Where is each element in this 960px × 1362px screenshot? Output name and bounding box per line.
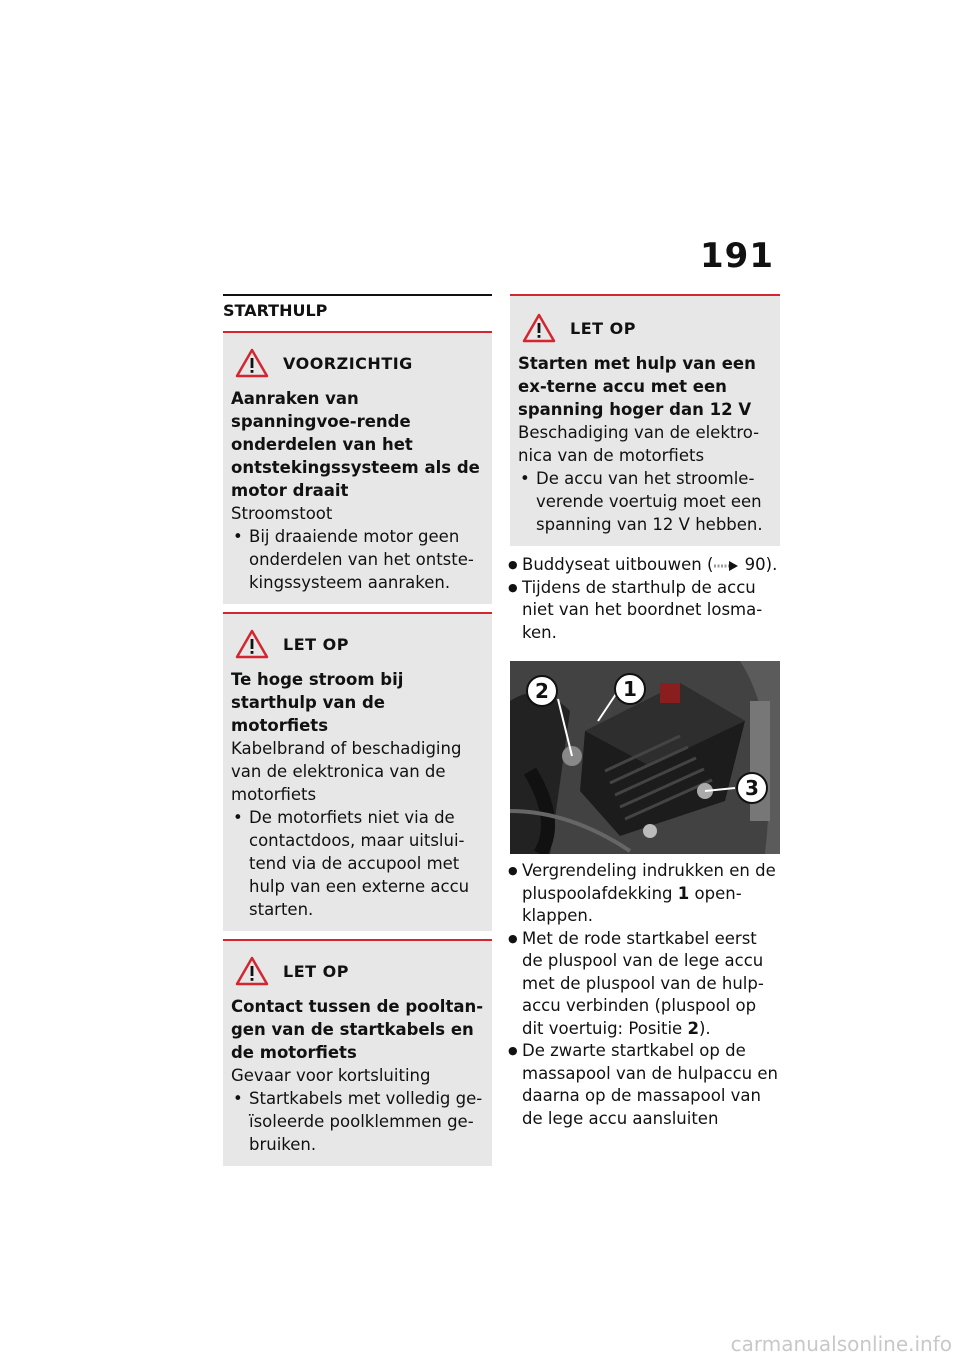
box-heading (235, 955, 484, 987)
step-text: Vergrendeling indrukken en de pluspoolafdekking (522, 861, 776, 903)
box-bullets (231, 1087, 484, 1156)
callout-1-label: 1 (623, 677, 637, 701)
box-text: Gevaar voor kortsluiting (231, 1066, 431, 1085)
watermark: carmanualsonline.info (730, 1332, 952, 1356)
steps-top (510, 554, 780, 644)
position-number: 2 (687, 1018, 699, 1038)
box-title: Te hoge stroom bij starthulp van de motorfiets (231, 670, 404, 735)
box-title: Contact tussen de pooltan-gen van de startkabels en de motorfiets (231, 997, 484, 1062)
warning-triangle-icon (235, 629, 269, 659)
box-text: Stroomstoot (231, 504, 333, 523)
box-title: Aanraken van spanningvoe-rende onderdelen van het ontstekingssysteem als de motor draait (231, 389, 480, 500)
box-title: Starten met hulp van een ex-terne accu met een spanning hoger dan 12 V (518, 354, 756, 419)
bullet-item: • Startkabels met volledig ge-ïsoleerde poolklemmen ge-bruiken. (231, 1087, 484, 1156)
step-black-cable: ● De zwarte startkabel op de massapool van de hulpaccu en daarna op de massapool van de lege accu aansluiten (510, 1040, 780, 1130)
warning-triangle-icon (235, 348, 269, 378)
step-open-cover (510, 860, 780, 928)
position-number: 1 (677, 883, 690, 903)
warning-triangle-icon (522, 313, 556, 343)
callout-3-label: 3 (745, 776, 759, 800)
bullet-item: • De accu van het stroomle-verende voertuig moet een spanning van 12 V hebben. (518, 467, 772, 536)
box-heading (235, 628, 484, 660)
bullet-item: • De motorfiets niet via de contactdoos, maar uitslui-tend via de accupool met hulp van een externe accu starten. (231, 806, 484, 921)
page-reference-arrow-icon (713, 561, 739, 571)
callout-2-label: 2 (535, 679, 549, 703)
step-text: Buddyseat uitbouwen ( (522, 555, 714, 574)
warning-box-caution (223, 331, 492, 604)
box-heading (235, 347, 484, 379)
page-reference: 90). (744, 555, 778, 574)
battery-photo (510, 661, 780, 854)
step-text: ). (698, 1018, 711, 1038)
box-bullets (518, 467, 772, 536)
step-text: Met de rode startkabel eerst de pluspool van de lege accu met de pluspool van de hulp-accu verbinden (pluspool op dit voertuig: Positie (522, 928, 764, 1038)
warning-triangle-icon (235, 956, 269, 986)
warning-box-notice-2 (223, 939, 492, 1166)
box-text: Kabelbrand of beschadiging van de elektronica van de motorfiets (231, 739, 462, 804)
steps-bottom (510, 860, 780, 1130)
bullet-item: • Bij draaiende motor geen onderdelen van het ontste-kingssysteem aanraken. (231, 525, 484, 594)
step-text: open-klappen. (522, 883, 742, 925)
step-red-cable (510, 928, 780, 1041)
page-number: 191 (700, 236, 774, 276)
box-text: Beschadiging van de elektro-nica van de motorfiets (518, 423, 760, 465)
left-column (223, 294, 492, 1174)
box-bullets (231, 806, 484, 921)
box-bullets (231, 525, 484, 594)
box-heading-label: LET OP (283, 634, 349, 654)
warning-box-voltage (510, 294, 780, 546)
step-remove-buddyseat (510, 554, 780, 577)
box-heading-label: LET OP (283, 961, 349, 981)
right-column (510, 294, 780, 1130)
section-title: STARTHULP (223, 294, 492, 331)
box-heading-label: VOORZICHTIG (283, 353, 413, 373)
box-heading-label: LET OP (570, 318, 636, 338)
step-keep-connected: ● Tijdens de starthulp de accu niet van het boordnet losma-ken. (510, 577, 780, 645)
box-heading (522, 312, 772, 344)
battery-illustration (510, 661, 780, 854)
warning-box-notice-1 (223, 612, 492, 931)
